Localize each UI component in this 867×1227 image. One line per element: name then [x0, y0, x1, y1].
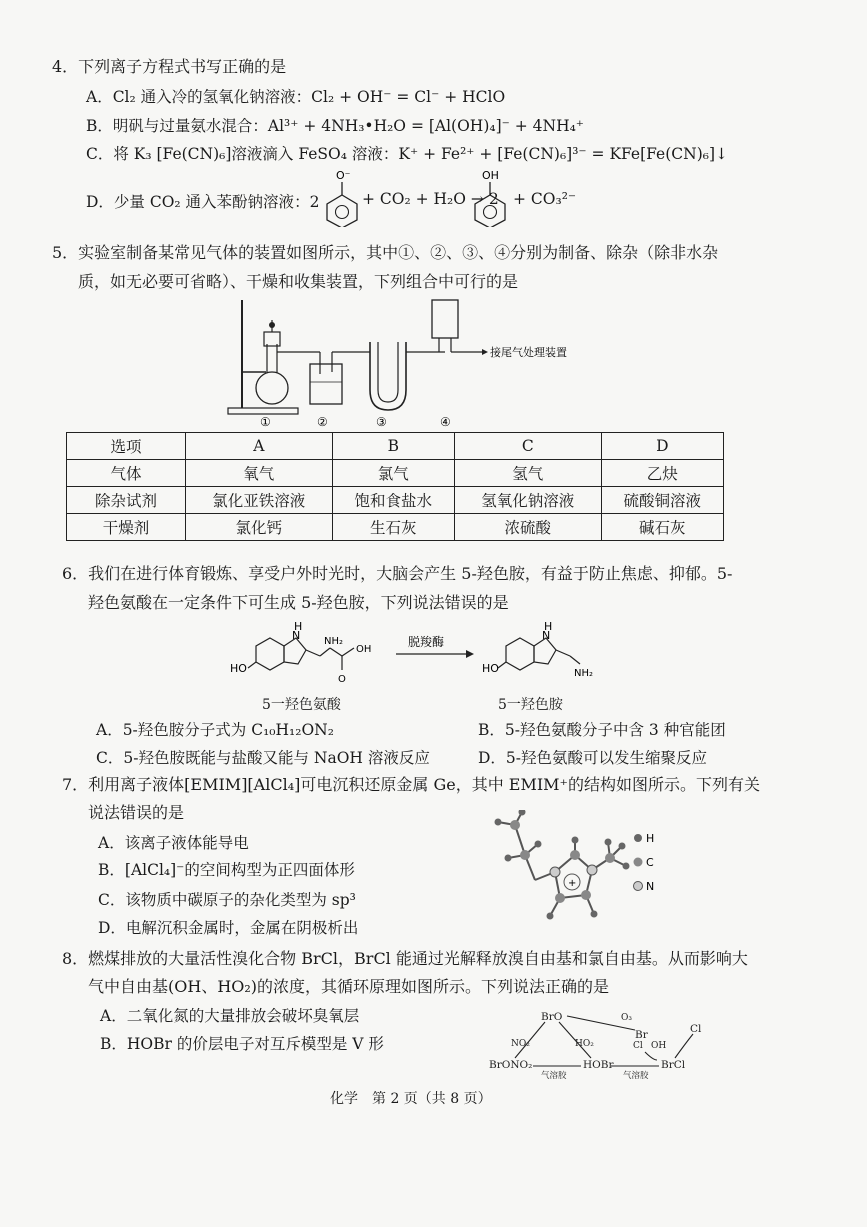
label-o3: O₃: [621, 1013, 632, 1023]
marker-1: ①: [260, 415, 271, 428]
q5-stem-line1: 5．实验室制备某常见气体的装置如图所示，其中①、②、③、④分别为制备、除杂（除非水杂: [52, 243, 719, 262]
label-no2: NO₂: [511, 1039, 530, 1049]
label-ho2: HO₂: [575, 1039, 594, 1049]
o-label: O: [338, 674, 346, 685]
q6-stem-line1: 6．我们在进行体育锻炼、享受户外时光时，大脑会产生 5-羟色胺，有益于防止焦虑、抑郁。5-: [62, 564, 733, 583]
iron-stand: [228, 300, 298, 414]
indole-h-label: H: [294, 620, 303, 633]
q8-option-b: B．HOBr 的价层电子对互斥模型是 V 形: [100, 1035, 384, 1053]
table-cell: 饱和食盐水: [332, 487, 454, 514]
q4-option-d-prefix: D．少量 CO₂ 通入苯酚钠溶液：2: [86, 193, 320, 211]
table-cell: 浓硫酸: [454, 514, 601, 541]
legend-n: N: [646, 880, 655, 893]
table-header-row: [67, 433, 724, 460]
q4-stem: 4．下列离子方程式书写正确的是: [52, 57, 287, 76]
q5-options-table: [66, 432, 724, 541]
legend-c: C: [646, 856, 654, 869]
table-row: [67, 460, 724, 487]
table-cell: 生石灰: [332, 514, 454, 541]
serotonin-n-label: N: [542, 629, 551, 642]
table-cell: 碱石灰: [601, 514, 723, 541]
table-cell: C: [454, 433, 601, 460]
footer-subject: 化学: [330, 1091, 358, 1107]
q6-option-b: B．5-羟色氨酸分子中含 3 种官能团: [478, 721, 726, 739]
table-cell: 氧气: [186, 460, 333, 487]
node-bro: BrO: [541, 1011, 563, 1023]
serotonin-nh2-label: NH₂: [574, 668, 594, 679]
phenolate-o-label: O⁻: [336, 169, 351, 182]
q6-right-name: 5一羟色胺: [498, 697, 563, 713]
table-cell: 氢气: [454, 460, 601, 487]
marker-4: ④: [440, 415, 451, 428]
wash-bottle: [310, 352, 342, 404]
table-cell: 除杂试剂: [67, 487, 186, 514]
serotonin-h-label: H: [544, 620, 553, 633]
oh-label: OH: [356, 644, 372, 655]
label-aerosol-2: 气溶胶: [623, 1071, 649, 1081]
atom-legend: [634, 832, 655, 893]
q6-left-name: 5一羟色氨酸: [262, 697, 341, 713]
q7-stem-line1: 7．利用离子液体[EMIM][AlCl₄]可电沉积还原金属 Ge，其中 EMIM⁺的结构如图所示。下列有关: [62, 775, 760, 794]
table-cell: 氯化钙: [186, 514, 333, 541]
footer-page: 第 2 页（共 8 页）: [372, 1091, 492, 1107]
node-br: Br: [635, 1029, 648, 1041]
table-cell: 硫酸铜溶液: [601, 487, 723, 514]
table-cell: 氢氧化钠溶液: [454, 487, 601, 514]
table-cell: 氯化亚铁溶液: [186, 487, 333, 514]
tail-gas-label: 接尾气处理装置: [490, 346, 567, 359]
marker-3: ③: [376, 415, 387, 428]
table-cell: D: [601, 433, 723, 460]
q7-option-b: B．[AlCl₄]⁻的空间构型为正四面体形: [98, 861, 355, 879]
q6-option-d: D．5-羟色氨酸可以发生缩聚反应: [478, 749, 708, 767]
q7-option-a: A．该离子液体能导电: [98, 834, 249, 852]
table-cell: 干燥剂: [67, 514, 186, 541]
marker-2: ②: [317, 415, 328, 428]
q5-stem-line2: 质，如无必要可省略）、干燥和收集装置，下列组合中可行的是: [78, 272, 519, 291]
q8-option-a: A．二氧化氮的大量排放会破坏臭氧层: [100, 1007, 360, 1025]
q6-option-c: C．5-羟色胺既能与盐酸又能与 NaOH 溶液反应: [96, 749, 430, 767]
table-cell: 选项: [67, 433, 186, 460]
q4-option-b: B．明矾与过量氨水混合：Al³⁺ + 4NH₃•H₂O = [Al(OH)₄]⁻ + 4NH₄⁺: [86, 117, 584, 135]
q8-stem-line2: 气中自由基(OH、HO₂)的浓度，其循环原理如图所示。下列说法正确的是: [88, 977, 610, 996]
label-oh-mid: OH: [651, 1041, 667, 1051]
node-hobr: HOBr: [583, 1059, 614, 1071]
q7-option-c: C．该物质中碳原子的杂化类型为 sp³: [98, 891, 356, 909]
nh2-label: NH₂: [324, 636, 344, 647]
legend-h: H: [646, 832, 655, 845]
ring-charge-mark: +: [568, 878, 577, 889]
table-cell: 氯气: [332, 460, 454, 487]
node-brcl: BrCl: [661, 1059, 686, 1071]
q7-emim-structure: [480, 810, 670, 940]
round-bottom-flask: [256, 344, 288, 404]
collection-bottle: [432, 300, 458, 352]
label-cl-mid: Cl: [633, 1041, 643, 1051]
dropping-funnel: [264, 320, 280, 346]
q8-stem-line1: 8．燃煤排放的大量活性溴化合物 BrCl，BrCl 能通过光解释放溴自由基和氯自由基。从而影响大: [62, 949, 748, 968]
node-cl-top: Cl: [690, 1023, 702, 1035]
table-row: [67, 487, 724, 514]
indole-n-label: N: [292, 629, 301, 642]
phenol-oh-label: OH: [482, 169, 499, 182]
node-brono2: BrONO₂: [489, 1059, 533, 1071]
serotonin-ho-label: HO: [482, 662, 499, 675]
table-cell: 气体: [67, 460, 186, 487]
q7-stem-line2: 说法错误的是: [88, 803, 185, 822]
q4-option-d-end: + CO₃²⁻: [513, 190, 577, 208]
phenolate-ring: [327, 182, 357, 227]
q5-apparatus-figure: [220, 292, 610, 428]
table-cell: 乙炔: [601, 460, 723, 487]
table-cell: A: [186, 433, 333, 460]
q6-option-a: A．5-羟色胺分子式为 C₁₀H₁₂ON₂: [96, 721, 334, 739]
ho-label: HO: [230, 662, 247, 675]
q4-option-d-mid: + CO₂ + H₂O → 2: [362, 190, 499, 208]
serotonin-structure: [498, 638, 580, 670]
q8-cycle-diagram: [485, 1008, 725, 1084]
q7-option-d: D．电解沉积金属时，金属在阴极析出: [98, 919, 359, 937]
table-row: [67, 514, 724, 541]
u-tube: [370, 342, 406, 410]
q4-option-a: A．Cl₂ 通入冷的氢氧化钠溶液：Cl₂ + OH⁻ = Cl⁻ + HClO: [86, 88, 506, 106]
label-aerosol-1: 气溶胶: [541, 1071, 567, 1081]
table-cell: B: [332, 433, 454, 460]
q4-option-c: C．将 K₃ [Fe(CN)₆]溶液滴入 FeSO₄ 溶液：K⁺ + Fe²⁺ + [Fe(CN)₆]³⁻ = KFe[Fe(CN)₆]↓: [86, 145, 728, 163]
q6-stem-line2: 羟色氨酸在一定条件下可生成 5-羟色胺，下列说法错误的是: [88, 593, 509, 612]
enzyme-label: 脱羧酶: [408, 635, 445, 649]
